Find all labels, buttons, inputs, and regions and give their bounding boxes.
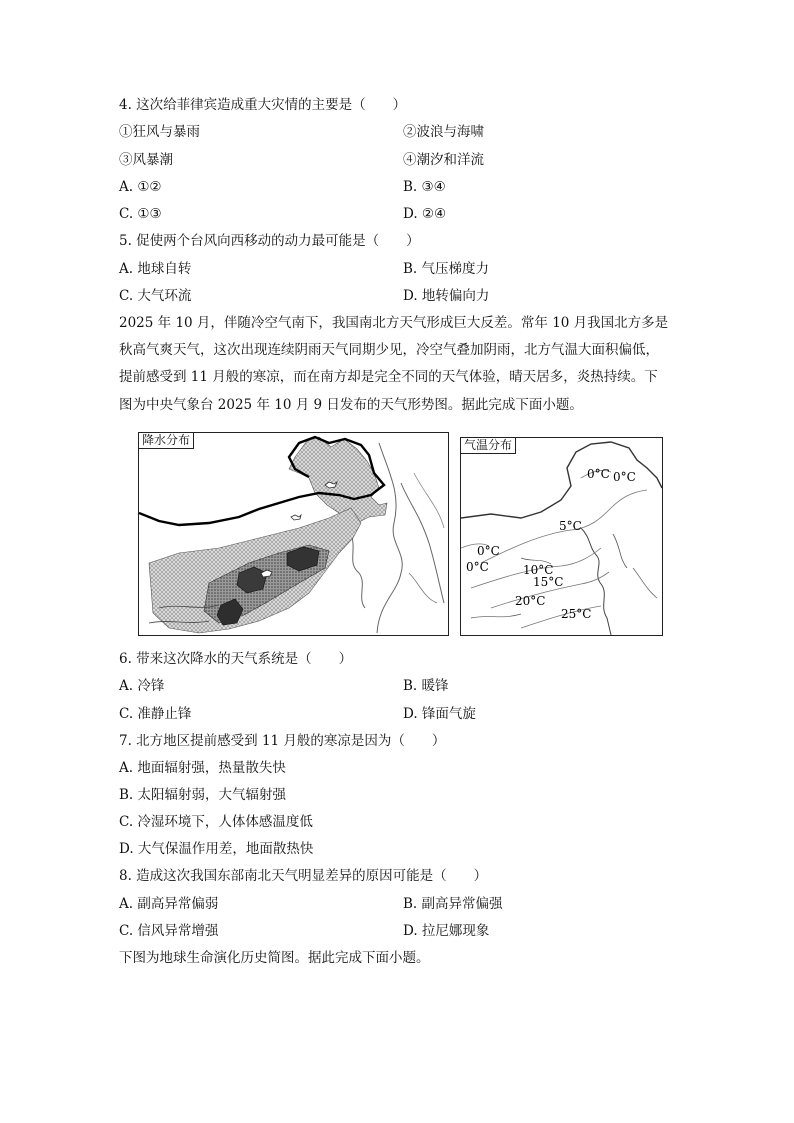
temperature-map-drawing xyxy=(461,438,662,635)
isotherm-label: 0°C xyxy=(466,560,489,574)
q8-choice-c: C. 信风异常增强 xyxy=(119,923,219,939)
q4-stem: 4. 这次给菲律宾造成重大灾情的主要是（ ） xyxy=(119,97,407,113)
passage-line-1: 2025 年 10 月，伴随冷空气南下，我国南北方天气形成巨大反差。常年 10 月我国北方多是 xyxy=(119,315,669,331)
q5-choice-b: B. 气压梯度力 xyxy=(403,261,490,277)
q4-option-3: ③风暴潮 xyxy=(119,152,173,168)
q5-choice-d: D. 地转偏向力 xyxy=(403,288,490,304)
q4-choice-b: B. ③④ xyxy=(403,179,446,195)
precipitation-map-drawing xyxy=(139,433,448,635)
q8-choice-a: A. 副高异常偏弱 xyxy=(119,896,219,912)
q4-choice-a: A. ①② xyxy=(119,179,162,195)
q7-choice-a: A. 地面辐射强，热量散失快 xyxy=(119,760,286,776)
q4-option-2: ②波浪与海啸 xyxy=(403,124,484,140)
q5-stem: 5. 促使两个台风向西移动的动力最可能是（ ） xyxy=(119,233,420,249)
q4-option-1: ①狂风与暴雨 xyxy=(119,124,200,140)
temperature-map-label: 气温分布 xyxy=(461,438,516,454)
passage-line-2: 秋高气爽天气，这次出现连续阴雨天气同期少见，冷空气叠加阴雨，北方气温大面积偏低， xyxy=(119,342,659,358)
passage-line-4: 图为中央气象台 2025 年 10 月 9 日发布的天气形势图。据此完成下面小题。 xyxy=(119,397,583,413)
isotherm-label: 0°C xyxy=(587,467,610,481)
isotherm-label: 5°C xyxy=(559,519,582,533)
isotherm-label: 20°C xyxy=(515,594,546,608)
q6-choice-c: C. 准静止锋 xyxy=(119,706,192,722)
q8-choice-b: B. 副高异常偏强 xyxy=(403,896,503,912)
next-section-intro: 下图为地球生命演化历史简图。据此完成下面小题。 xyxy=(119,950,430,966)
q7-choice-b: B. 太阳辐射弱，大气辐射强 xyxy=(119,787,287,803)
isotherm-label: 15°C xyxy=(533,575,564,589)
precipitation-map-label: 降水分布 xyxy=(139,433,194,449)
q7-stem: 7. 北方地区提前感受到 11 月般的寒凉是因为（ ） xyxy=(119,733,446,749)
q4-choice-d: D. ②④ xyxy=(403,206,447,222)
q4-option-4: ④潮汐和洋流 xyxy=(403,152,484,168)
q4-choice-c: C. ①③ xyxy=(119,206,162,222)
q5-choice-a: A. 地球自转 xyxy=(119,261,192,277)
q8-choice-d: D. 拉尼娜现象 xyxy=(403,923,490,939)
q7-choice-c: C. 冷湿环境下，人体体感温度低 xyxy=(119,814,313,830)
passage-line-3: 提前感受到 11 月般的寒凉，而在南方却是完全不同的天气体验，晴天居多，炎热持续。下 xyxy=(119,369,658,385)
temperature-map xyxy=(460,437,663,636)
q8-stem: 8. 造成这次我国东部南北天气明显差异的原因可能是（ ） xyxy=(119,868,488,884)
q6-choice-b: B. 暖锋 xyxy=(403,678,449,694)
q6-choice-d: D. 锋面气旋 xyxy=(403,706,476,722)
isotherm-label: 0°C xyxy=(613,470,636,484)
precipitation-map xyxy=(138,432,449,636)
isotherm-label: 10°C xyxy=(523,563,554,577)
q6-choice-a: A. 冷锋 xyxy=(119,678,165,694)
q5-choice-c: C. 大气环流 xyxy=(119,288,192,304)
q7-choice-d: D. 大气保温作用差，地面散热快 xyxy=(119,841,314,857)
q6-stem: 6. 带来这次降水的天气系统是（ ） xyxy=(119,651,353,667)
isotherm-label: 0°C xyxy=(477,544,500,558)
isotherm-label: 25°C xyxy=(561,607,592,621)
